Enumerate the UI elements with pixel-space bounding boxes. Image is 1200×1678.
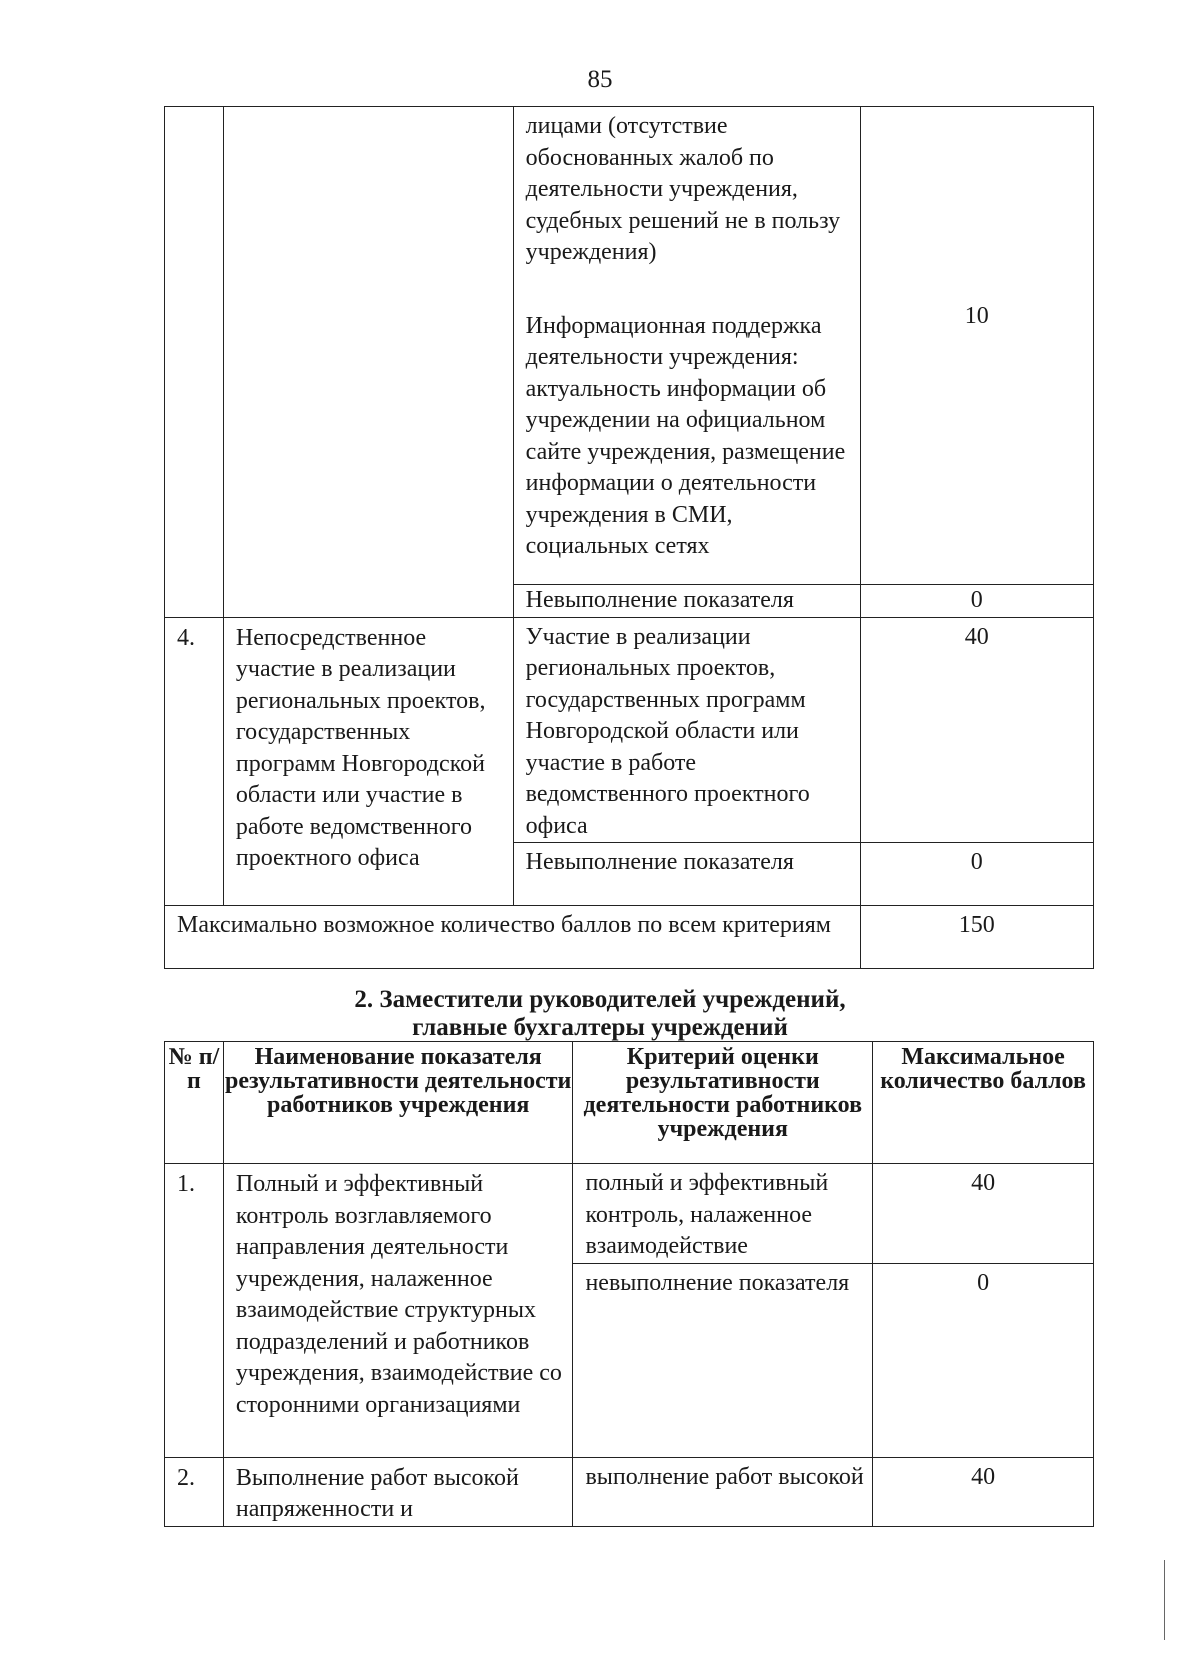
page-number: 85: [587, 66, 613, 93]
scan-artifact-line: [1164, 1560, 1165, 1640]
table-row: [165, 617, 1094, 843]
criterion-cell: [513, 107, 860, 585]
total-row: [165, 906, 1094, 969]
indicator-name: Полный и эффективный контроль возглавляемого направления деятельности учреждения, налаженное взаимодействие структурных подразделений и работников учреждения, взаимодействие со сторонними организациями: [223, 1164, 573, 1458]
criterion-cell: невыполнение показателя: [573, 1263, 873, 1457]
points-value: 0: [860, 843, 1093, 906]
criterion-cell: полный и эффективный контроль, налаженное взаимодействие: [573, 1164, 873, 1264]
points-value: 40: [873, 1457, 1094, 1526]
points-value: 40: [873, 1164, 1094, 1264]
section-heading-line: главные бухгалтеры учреждений: [412, 1014, 788, 1041]
points-value: 40: [860, 617, 1093, 843]
points-value: 0: [873, 1263, 1094, 1457]
header-max-points: Максимальное количество баллов: [873, 1042, 1094, 1164]
indicator-name: Непосредственное участие в реализации региональных проектов, государственных программ Новгородской области или участие в работе ведомственного проектного офиса: [223, 617, 513, 906]
section-heading-line: 2. Заместители руководителей учреждений,: [354, 986, 846, 1013]
indicator-name-cell: [223, 107, 513, 618]
row-number: 2.: [165, 1457, 224, 1526]
indicator-name: Выполнение работ высокой напряженности и: [223, 1457, 573, 1526]
criterion-cell: Невыполнение показателя: [513, 585, 860, 618]
points-value: 10: [964, 303, 989, 329]
criterion-cell: выполнение работ высокой: [573, 1457, 873, 1526]
points-cell: [860, 107, 1093, 585]
criterion-cell: Невыполнение показателя: [513, 843, 860, 906]
criterion-text: Информационная поддержка деятельности учреждения: актуальность информации об учреждении на официальном сайте учреждения, размещение информации о деятельности учреждения в СМИ, социальных сетях: [525, 312, 846, 559]
total-label: Максимально возможное количество баллов по всем критериям: [165, 906, 861, 969]
row-number: 4.: [165, 617, 224, 906]
points-value: 0: [860, 585, 1093, 618]
row-number-cell: [165, 107, 224, 618]
header-num: № п/п: [165, 1042, 224, 1164]
section-heading: [0, 986, 1200, 1042]
criteria-table-1: [164, 106, 1094, 969]
criterion-cell: Участие в реализации региональных проектов, государственных программ Новгородской области или участие в работе ведомственного проектного офиса: [513, 617, 860, 843]
criterion-text: лицами (отсутствие обоснованных жалоб по деятельности учреждения, судебных решений не в пользу учреждения): [525, 113, 841, 265]
table-row: [165, 1457, 1094, 1526]
criteria-table-2: [164, 1041, 1094, 1527]
header-indicator-name: Наименование показателя результативности деятельности работников учреждения: [223, 1042, 573, 1164]
table-row: [165, 107, 1094, 585]
row-number: 1.: [165, 1164, 224, 1458]
header-row: [165, 1042, 1094, 1164]
total-value: 150: [860, 906, 1093, 969]
header-criterion: Критерий оценки результативности деятельности работников учреждения: [573, 1042, 873, 1164]
table-row: [165, 1164, 1094, 1264]
